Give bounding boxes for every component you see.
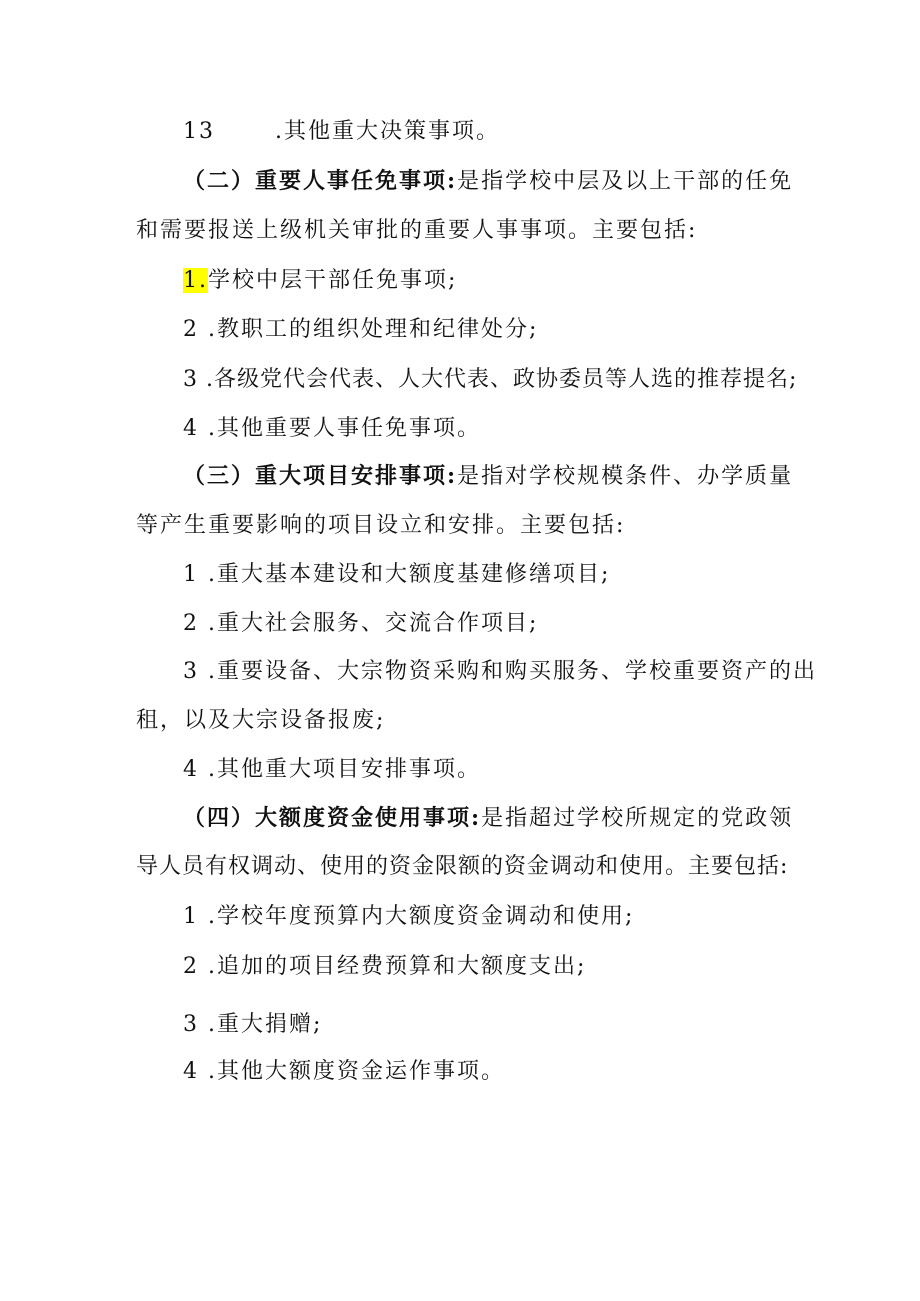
section-3-item-2: 2 .重大社会服务、交流合作项目;	[183, 611, 539, 636]
section-3-item-4: 4 .其他重大项目安排事项。	[183, 757, 481, 782]
section-3-item-1: 1 .重大基本建设和大额度基建修缮项目;	[183, 562, 611, 587]
section-4-item-2: 2 .追加的项目经费预算和大额度支出;	[183, 954, 587, 979]
item-13	[183, 117, 500, 147]
section-3-first-line	[183, 461, 793, 492]
section-4-second-line: 导人员有权调动、使用的资金限额的资金调动和使用。主要包括:	[136, 854, 789, 879]
section-2-heading: （二）重要人事任免事项:	[183, 168, 458, 194]
item-number: 13	[183, 119, 215, 144]
section-4-item-1: 1 .学校年度预算内大额度资金调动和使用;	[183, 904, 635, 929]
section-4-heading: （四）大额度资金使用事项:	[183, 805, 482, 831]
section-4-first-line	[183, 803, 793, 834]
section-2-item-1	[183, 266, 457, 296]
section-4-item-4: 4 .其他大额度资金运作事项。	[183, 1059, 505, 1084]
highlighted-number: 1.	[183, 268, 208, 293]
section-3-item-3-line-1: 3 .重要设备、大宗物资采购和购买服务、学校重要资产的出	[183, 659, 817, 684]
section-4-text: 是指超过学校所规定的党政领	[481, 806, 794, 831]
section-2-first-line	[183, 166, 793, 197]
section-3-heading: （三）重大项目安排事项:	[183, 463, 458, 489]
section-2-item-3: 3 .各级党代会代表、人大代表、政协委员等人选的推荐提名;	[183, 367, 798, 392]
section-3-item-3-line-2: 租，以及大宗设备报废;	[136, 708, 386, 733]
section-2-item-2: 2 .教职工的组织处理和纪律处分;	[183, 317, 539, 342]
section-3-text: 是指对学校规模条件、办学质量	[457, 464, 794, 489]
section-2-second-line: 和需要报送上级机关审批的重要人事事项。主要包括:	[136, 218, 698, 243]
section-2-text: 是指学校中层及以上干部的任免	[457, 169, 794, 194]
item-text: 学校中层干部任免事项;	[208, 268, 458, 293]
section-4-item-3: 3 .重大捐赠;	[183, 1012, 323, 1037]
section-2-item-4: 4 .其他重要人事任免事项。	[183, 416, 481, 441]
item-text: .其他重大决策事项。	[275, 119, 500, 144]
section-3-second-line: 等产生重要影响的项目设立和安排。主要包括:	[136, 513, 626, 538]
